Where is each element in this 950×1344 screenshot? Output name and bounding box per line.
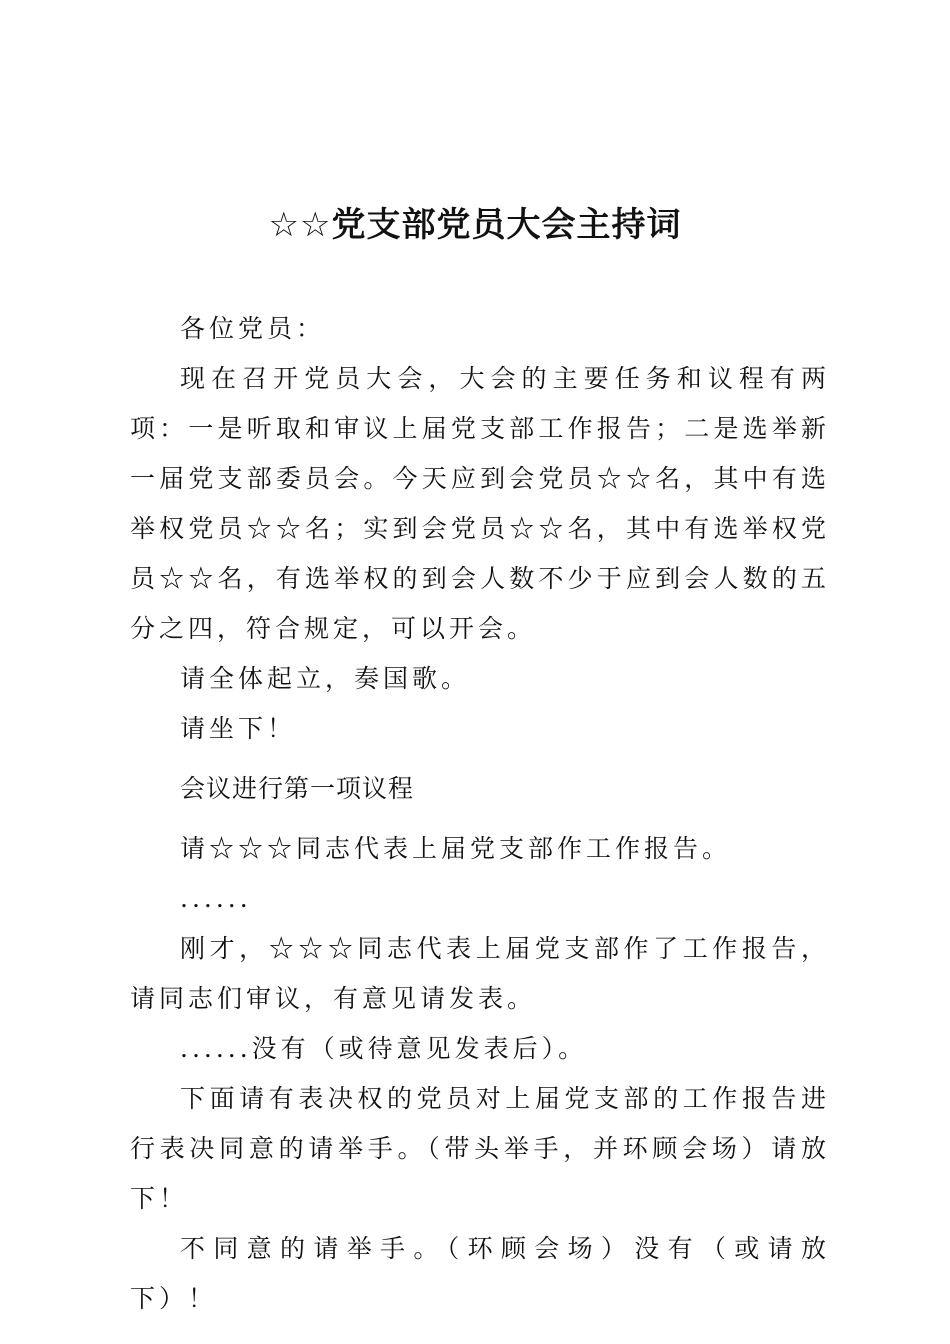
paragraph-vote-approve: 下面请有表决权的党员对上届党支部的工作报告进行表决同意的请举手。（带头举手，并环顾会场）请放下！ xyxy=(130,1084,830,1213)
paragraph-review-request: 刚才，☆☆☆同志代表上届党支部作了工作报告，请同志们审议，有意见请发表。 xyxy=(130,934,830,1013)
paragraph-sit-down: 请坐下！ xyxy=(180,714,297,743)
paragraph-report-request: 请☆☆☆同志代表上届党支部作工作报告。 xyxy=(180,834,732,863)
paragraph-ellipsis: ...... xyxy=(180,884,252,913)
document-title: ☆☆党支部党员大会主持词 xyxy=(268,205,682,245)
paragraph-anthem: 请全体起立，奏国歌。 xyxy=(180,664,471,693)
paragraph-vote-disapprove: 不同意的请举手。（环顾会场）没有（或请放下）！ xyxy=(130,1234,830,1313)
document-body xyxy=(130,304,830,1324)
paragraph-agenda-intro: 现在召开党员大会，大会的主要任务和议程有两项：一是听取和审议上届党支部工作报告；二是选举新一届党支部委员会。今天应到会党员☆☆名，其中有选举权党员☆☆名；实到会党员☆☆名，其中有选举权党员☆☆名，有选举权的到会人数不少于应到会人数的五分之四，符合规定，可以开会。 xyxy=(130,364,830,643)
section-heading-first-agenda: 会议进行第一项议程 xyxy=(180,774,415,803)
paragraph-no-opinion: ......没有（或待意见发表后）。 xyxy=(180,1034,588,1063)
paragraph-greeting: 各位党员： xyxy=(180,314,326,343)
